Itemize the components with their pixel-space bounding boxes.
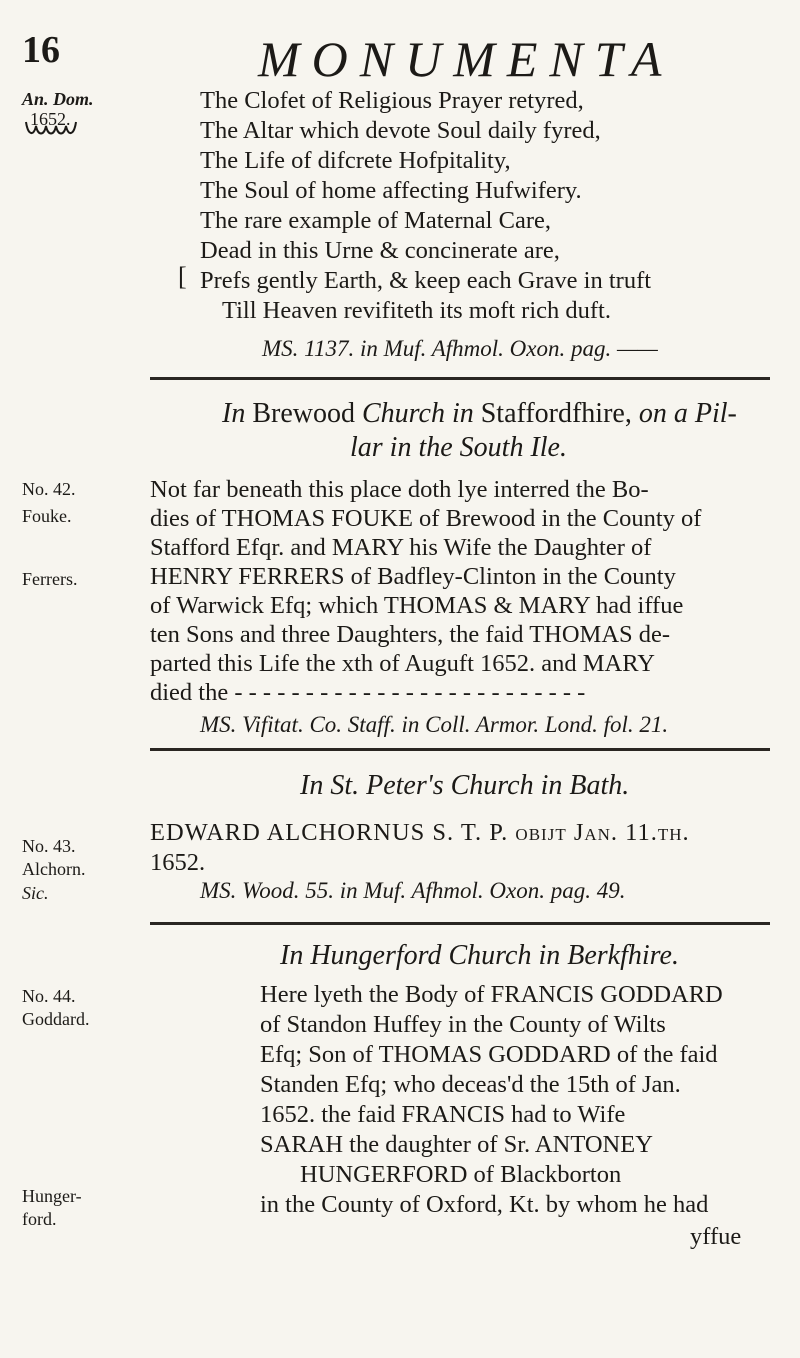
ornament-squiggle [22,118,82,140]
divider-3 [150,922,770,925]
verse-line-8: Till Heaven revifiteth its moft rich duft. [222,297,611,324]
entry44-line-2: of Standon Huffey in the County of Wilts [260,1011,666,1038]
verse-line-2: The Altar which devote Soul daily fyred, [200,117,601,144]
entry44-line-4: Standen Efq; who deceas'd the 15th of Jan. [260,1071,681,1098]
divider-1 [150,377,770,380]
entry42-source: MS. Vifitat. Co. Staff. in Coll. Armor. Lond. fol. 21. [200,712,669,737]
page-number: 16 [22,29,60,71]
catchword: yffue [690,1223,742,1250]
divider-2 [150,748,770,751]
entry42-heading: In Brewood Church in Staffordfhire, on a Pil- [222,398,737,429]
entry44-line-8: in the County of Oxford, Kt. by whom he had [260,1191,709,1218]
entry42-line-7: parted this Life the xth of Auguft 1652. and MARY [150,650,655,677]
running-head: MONUMENTA [258,31,674,87]
entry44-margin-name2b: ford. [22,1209,57,1229]
entry42-line-2: dies of THOMAS FOUKE of Brewood in the County of [150,505,702,532]
verse-line-5: The rare example of Maternal Care, [200,207,551,234]
entry44-margin-name1: Goddard. [22,1009,90,1029]
entry42-line-6: ten Sons and three Daughters, the faid THOMAS de- [150,621,671,648]
entry42-line-4: HENRY FERRERS of Badfley-Clinton in the County [150,563,676,590]
entry43-source: MS. Wood. 55. in Muf. Afhmol. Oxon. pag. 49. [200,878,626,903]
entry42-margin-name2: Ferrers. [22,569,78,589]
entry44-margin-name2a: Hunger- [22,1186,82,1206]
entry43-margin-name: Alchorn. [22,859,86,879]
entry43-heading: In St. Peter's Church in Bath. [300,770,630,801]
entry44-line-1: Here lyeth the Body of FRANCIS GODDARD [260,981,723,1008]
verse-line-6: Dead in this Urne & concinerate are, [200,237,560,264]
entry42-line-5: of Warwick Efq; which THOMAS & MARY had iffue [150,592,684,619]
entry42-line-1: Not far beneath this place doth lye interred the Bo- [150,476,649,503]
verse-line-7: Prefs gently Earth, & keep each Grave in truft [200,267,652,294]
verse-line-4: The Soul of home affecting Hufwifery. [200,177,582,204]
entry44-line-6: SARAH the daughter of Sr. ANTONEY [260,1131,653,1158]
entry42-line-3: Stafford Efqr. and MARY his Wife the Daughter of [150,534,652,561]
verse-line-1: The Clofet of Religious Prayer retyred, [200,87,584,114]
entry44-heading: In Hungerford Church in Berkfhire. [280,940,679,971]
entry43-line-2: 1652. [150,849,206,876]
margin-year-label: An. Dom. [22,89,94,109]
entry42-line-8: died the - - - - - - - - - - - - - - - - - - - - - - - - - [150,679,586,706]
verse-bracket: [ [178,262,187,291]
entry43-margin-sic: Sic. [22,883,49,903]
verse-line-3: The Life of difcrete Hofpitality, [200,147,511,174]
verse-source: MS. 1137. in Muf. Afhmol. Oxon. pag. —— [262,336,658,361]
entry42-heading-line2: lar in the South Ile. [350,432,567,463]
entry44-line-7: HUNGERFORD of Blackborton [300,1161,622,1188]
entry44-margin-number: No. 44. [22,986,76,1006]
margin-year: 1652. [30,109,71,129]
entry44-line-5: 1652. the faid FRANCIS had to Wife [260,1101,626,1128]
entry43-margin-number: No. 43. [22,836,76,856]
entry42-margin-number: No. 42. [22,479,76,499]
entry44-line-3: Efq; Son of THOMAS GODDARD of the faid [260,1041,718,1068]
entry43-line-1: EDWARD ALCHORNUS S. T. P. obijt Jan. 11.th. [150,819,690,846]
entry42-margin-name1: Fouke. [22,506,72,526]
